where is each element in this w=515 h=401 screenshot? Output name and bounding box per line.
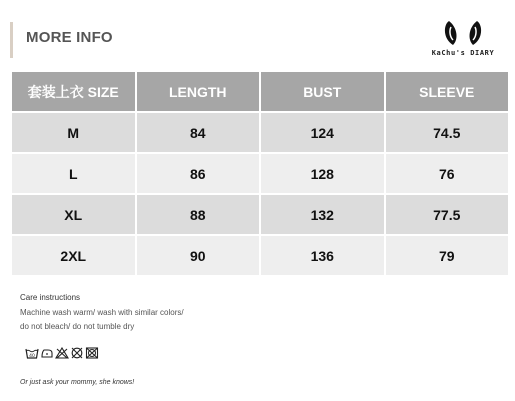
do-not-dry-clean-icon	[70, 347, 84, 359]
logo-text: KaChu's DIARY	[431, 49, 495, 57]
care-instructions-line: do not bleach/ do not tumble dry	[20, 322, 135, 331]
cell-size: XL	[12, 195, 135, 234]
cell-bust: 128	[261, 154, 384, 193]
cell-length: 84	[137, 113, 260, 152]
cell-length: 88	[137, 195, 260, 234]
cell-size: 2XL	[12, 236, 135, 275]
do-not-tumble-dry-icon	[85, 347, 99, 359]
cell-bust: 136	[261, 236, 384, 275]
table-row	[12, 113, 508, 152]
cell-sleeve: 76	[386, 154, 509, 193]
table-row	[12, 195, 508, 234]
column-header-size: 套装上衣 SIZE	[12, 72, 135, 111]
care-icons	[25, 347, 99, 359]
column-header-sleeve: SLEEVE	[386, 72, 509, 111]
care-instructions-title: Care instructions	[20, 293, 81, 302]
cell-sleeve: 77.5	[386, 195, 509, 234]
brand-logo	[419, 19, 507, 61]
bunny-ears-icon	[439, 19, 487, 47]
cell-length: 90	[137, 236, 260, 275]
page-title: MORE INFO	[26, 29, 113, 46]
cell-bust: 124	[261, 113, 384, 152]
header-accent-bar	[10, 22, 13, 58]
cell-size: M	[12, 113, 135, 152]
table-row	[12, 154, 508, 193]
iron-icon	[40, 347, 54, 359]
svg-text:40: 40	[29, 353, 35, 359]
cell-length: 86	[137, 154, 260, 193]
column-header-bust: BUST	[261, 72, 384, 111]
footnote: Or just ask your mommy, she knows!	[20, 379, 135, 386]
column-header-length: LENGTH	[137, 72, 260, 111]
table-row	[12, 236, 508, 275]
machine-wash-icon	[25, 347, 39, 359]
cell-bust: 132	[261, 195, 384, 234]
size-table	[10, 70, 510, 277]
cell-sleeve: 74.5	[386, 113, 509, 152]
cell-sleeve: 79	[386, 236, 509, 275]
table-header-row	[12, 72, 508, 111]
do-not-bleach-icon	[55, 347, 69, 359]
care-instructions-line: Machine wash warm/ wash with similar colors/	[20, 308, 184, 317]
cell-size: L	[12, 154, 135, 193]
